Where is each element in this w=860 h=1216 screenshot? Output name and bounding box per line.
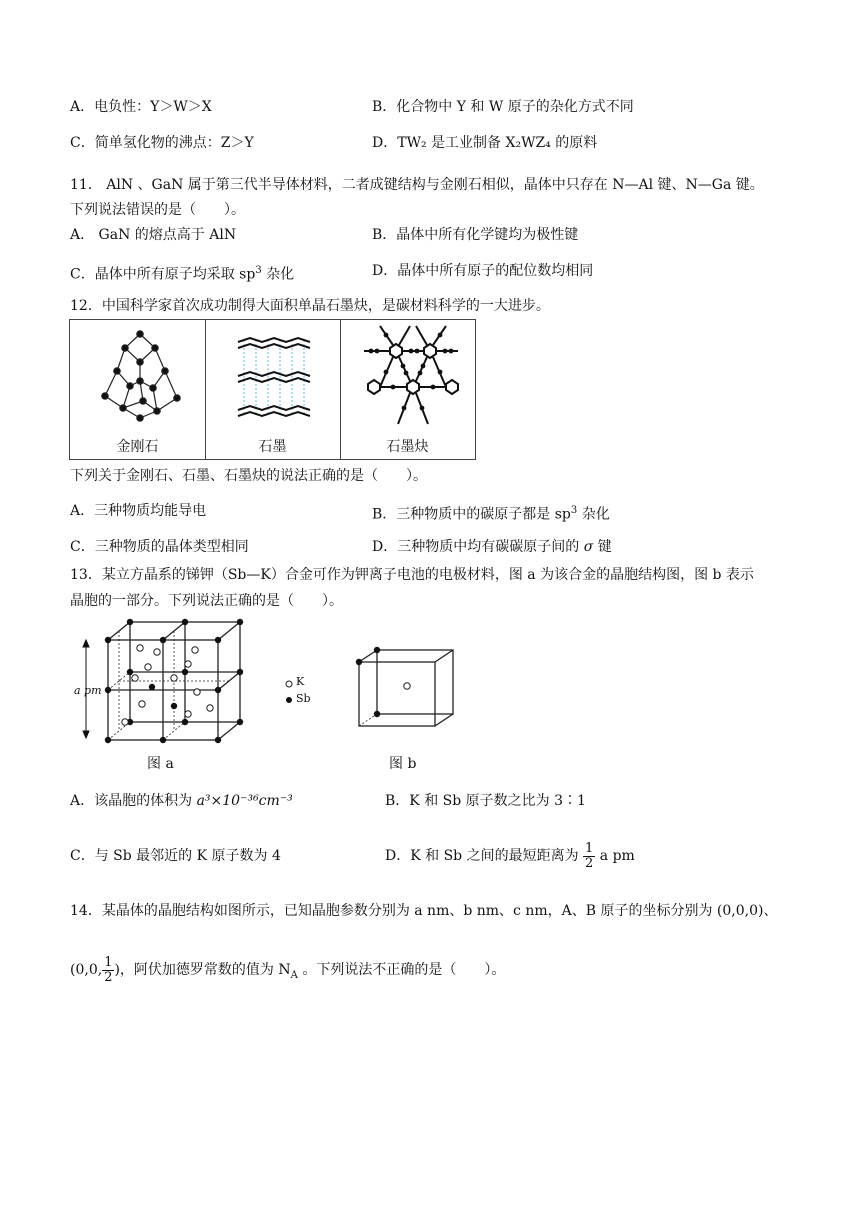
legend-markers [283,678,295,708]
q14-coord-den: 2 [104,969,113,985]
q11-option-c [70,261,294,285]
q12-d-prefix: D．三种物质中均有碳碳原子间的 [372,539,584,555]
q11-c-suffix: 杂化 [261,266,295,283]
caption-graphdiyne: 石墨炔 [386,439,429,455]
q12-option-b [372,501,610,525]
figure-b-caption: 图 b [389,756,417,772]
q14-coord-num: 1 [104,954,113,970]
q14-coord-suffix: )，阿伏加德罗常数的值为 N [114,962,291,978]
q12-option-c: C．三种物质的晶体类型相同 [70,539,249,555]
q10-option-c: C．简单氢化物的沸点：Z＞Y [70,135,254,151]
q13-a-expr: a³×10⁻³⁶cm⁻³ [196,793,293,809]
q14-coord-prefix: (0,0, [70,962,103,978]
q11-option-a: A． GaN 的熔点高于 AlN [70,227,237,243]
q10-option-a: A．电负性：Y＞W＞X [70,99,212,115]
q10-option-d [372,133,597,153]
diamond-structure-image [95,326,185,426]
q11-c-prefix: C．晶体中所有原子均采取 sp [70,266,256,283]
q10-option-b: B．化合物中 Y 和 W 原子的杂化方式不同 [372,99,634,115]
q12-d-sigma: σ [583,539,594,555]
q13-stem-line2: 晶胞的一部分。下列说法正确的是（ ）。 [70,593,343,609]
q12-b-suffix: 杂化 [577,506,610,523]
q11-stem-line2: 下列说法错误的是（ ）。 [70,202,245,218]
q11-stem-line1: 11． AlN 、GaN 属于第三代半导体材料，二者成键结构与金刚石相似，晶体中只存在 N—Al 键、N—Ga 键。 [70,177,764,193]
q12-option-a: A．三种物质均能导电 [70,503,207,519]
figure-a-caption: 图 a [147,756,174,772]
q10-d-formula2: X₂WZ₄ [505,135,551,151]
figure-b-partial-cell [355,640,465,735]
q13-a-prefix: A．该晶胞的体积为 [70,793,197,809]
q10-d-formula1: TW₂ [397,135,427,151]
q13-d-den: 2 [585,855,594,871]
figure-a-dimension-label: a pm [74,684,102,697]
q13-option-c: C．与 Sb 最邻近的 K 原子数为 4 [70,848,281,864]
q14-stem-line1: 14．某晶体的晶胞结构如图所示，已知晶胞参数分别为 a nm、b nm、c nm，A、B 原子的坐标分别为 (0,0,0)、 [70,903,778,919]
legend-k: K [296,675,305,688]
legend-sb: Sb [296,692,311,705]
q14-line2-end: 。下列说法不正确的是（ ）。 [297,962,506,978]
q13-d-suffix: a pm [595,848,635,864]
q13-option-b: B．K 和 Sb 原子数之比为 3∶1 [385,793,586,809]
graphdiyne-structure-image [360,324,460,430]
q11-c-sup: 3 [255,265,262,276]
q13-option-a [70,791,293,811]
q12-figure-table [69,319,476,460]
q13-stem-line1: 13．某立方晶系的锑钾（Sb—K）合金可作为钾离子电池的电极材料，图 a 为该合金的晶胞结构图，图 b 表示 [70,567,754,583]
caption-diamond: 金刚石 [116,439,159,455]
q12-stem-line1: 12．中国科学家首次成功制得大面积单晶石墨炔，是碳材料科学的一大进步。 [70,298,550,314]
q12-option-d [372,537,612,557]
q13-d-prefix: D．K 和 Sb 之间的最短距离为 [385,848,584,864]
q12-b-prefix: B．三种物质中的碳原子都是 sp [372,506,571,523]
q14-coord-fraction [102,956,114,985]
q11-option-b: B．晶体中所有化学键均为极性键 [372,227,579,243]
q10-d-suffix: 的原料 [550,135,598,151]
q10-d-prefix: D． [372,135,398,151]
q12-b-sup: 3 [570,505,578,516]
q14-na-sub: A [290,969,298,981]
q13-d-fraction [583,842,595,871]
q13-d-num: 1 [585,840,594,856]
q14-stem-line2 [70,950,505,996]
q12-stem-line2: 下列关于金刚石、石墨、石墨炔的说法正确的是（ ）。 [70,468,427,484]
q13-option-d [385,836,635,876]
q10-d-mid: 是工业制备 [426,135,506,151]
q12-d-suffix: 键 [593,539,612,555]
caption-graphite: 石墨 [258,439,287,455]
q11-option-d: D．晶体中所有原子的配位数均相同 [372,263,594,279]
graphite-structure-image [230,328,320,428]
